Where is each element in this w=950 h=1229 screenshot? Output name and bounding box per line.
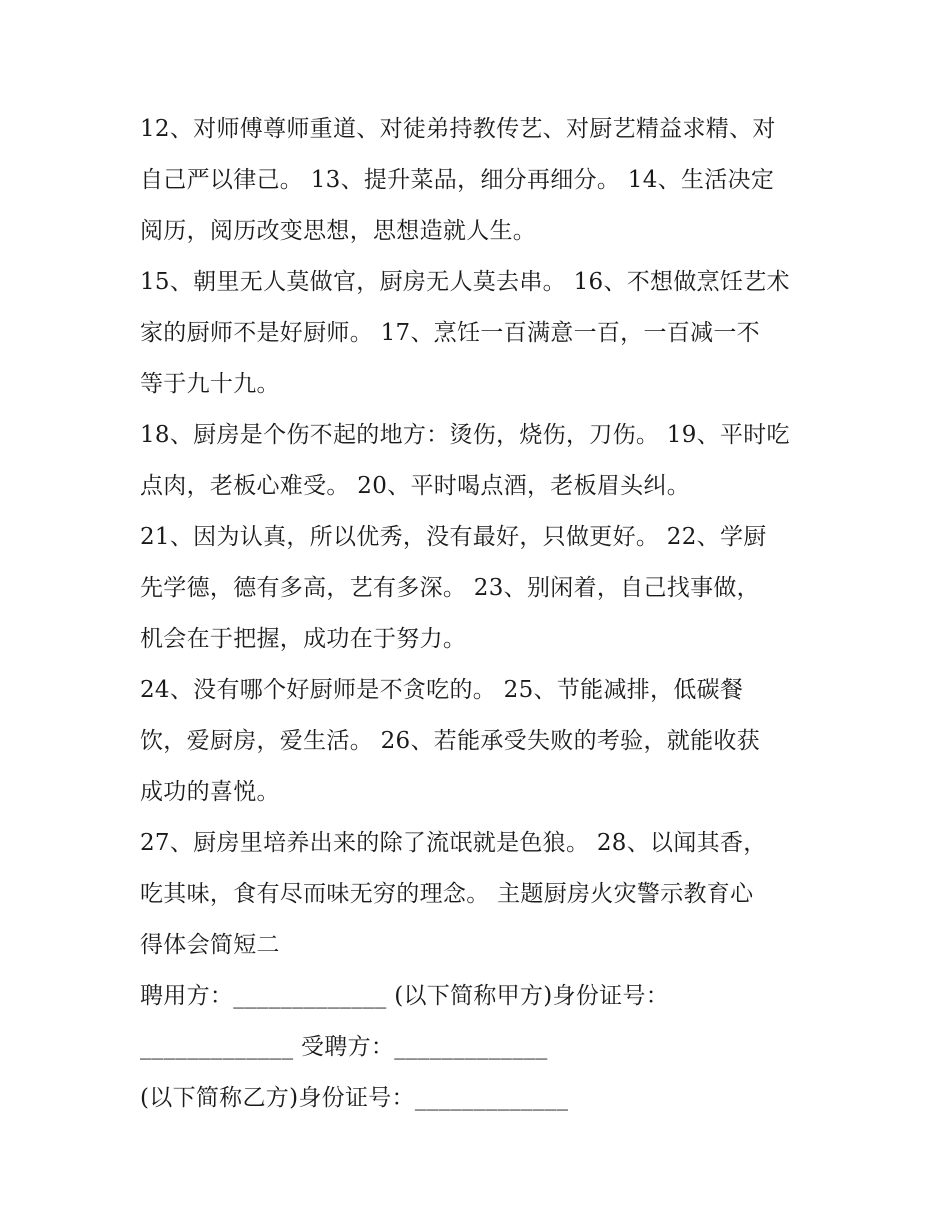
document-body	[140, 104, 830, 1124]
text-line: 27、厨房里培养出来的除了流氓就是色狼。 28、以闻其香，	[140, 830, 767, 856]
text-line: 24、没有哪个好厨师是不贪吃的。 25、节能减排，低碳餐	[140, 677, 744, 703]
text-line: 等于九十九。	[140, 371, 280, 397]
employee-field-line: _____________ 受聘方：_____________	[140, 1034, 548, 1060]
text-line: 阅历，阅历改变思想，思想造就人生。	[140, 218, 537, 244]
text-line: 18、厨房是个伤不起的地方：烫伤，烧伤，刀伤。 19、平时吃	[140, 422, 790, 448]
text-line: 15、朝里无人莫做官，厨房无人莫去串。 16、不想做烹饪艺术	[140, 269, 790, 295]
text-line: 饮，爱厨房，爱生活。 26、若能承受失败的考验，就能收获	[140, 728, 760, 754]
text-line: 机会在于把握，成功在于努力。	[140, 626, 467, 652]
text-line: 自己严以律己。 13、提升菜品，细分再细分。 14、生活决定	[140, 167, 775, 193]
employer-field-line: 聘用方：_____________ (以下简称甲方)身份证号：	[140, 983, 670, 1009]
text-line: 得体会简短二	[140, 932, 280, 958]
employee-id-field-line: (以下简称乙方)身份证号：_____________	[140, 1085, 569, 1111]
text-line: 12、对师傅尊师重道、对徒弟持教传艺、对厨艺精益求精、对	[140, 116, 776, 142]
text-line: 成功的喜悦。	[140, 779, 280, 805]
text-line: 21、因为认真，所以优秀，没有最好，只做更好。 22、学厨	[140, 524, 767, 550]
text-line: 家的厨师不是好厨师。 17、烹饪一百满意一百，一百减一不	[140, 320, 760, 346]
text-line: 先学德，德有多高，艺有多深。 23、别闲着，自己找事做，	[140, 575, 760, 601]
text-line: 点肉，老板心难受。 20、平时喝点酒，老板眉头纠。	[140, 473, 691, 499]
text-line: 吃其味，食有尽而味无穷的理念。 主题厨房火灾警示教育心	[140, 881, 754, 907]
